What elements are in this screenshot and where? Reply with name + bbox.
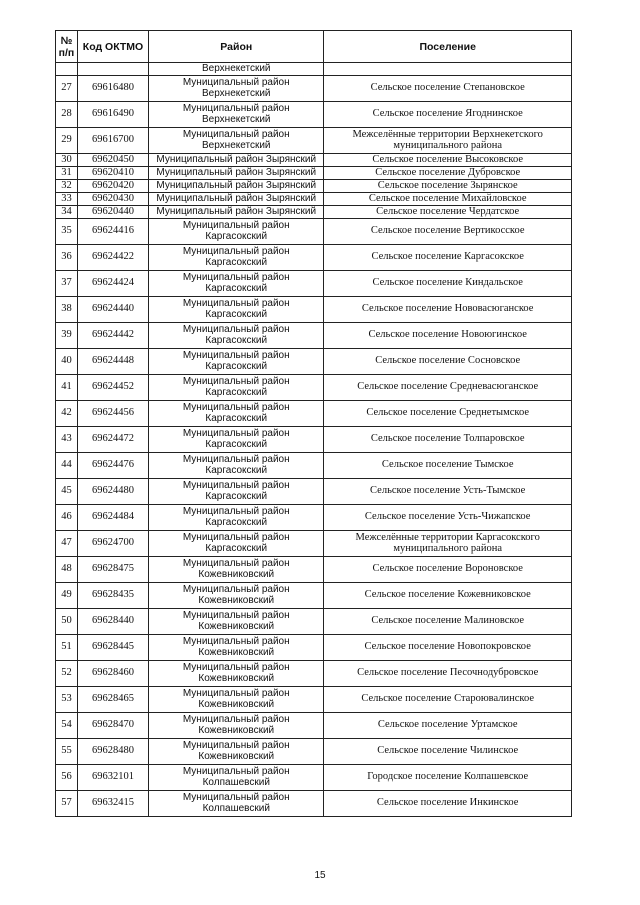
cell-num: 44 <box>56 452 78 478</box>
cell-code: 69628440 <box>77 608 148 634</box>
cell-settlement: Сельское поселение Новопокровское <box>324 634 572 660</box>
table-row <box>56 582 572 608</box>
cell-code: 69628470 <box>77 712 148 738</box>
cell-code: 69616480 <box>77 75 148 101</box>
cell-district: Муниципальный район Колпашевский <box>149 764 324 790</box>
table-row <box>56 296 572 322</box>
table-row <box>56 660 572 686</box>
cell-settlement: Сельское поселение Малиновское <box>324 608 572 634</box>
cell-district: Муниципальный район Кожевниковский <box>149 634 324 660</box>
cell-district: Муниципальный район Каргасокский <box>149 400 324 426</box>
cell-code: 69628445 <box>77 634 148 660</box>
cell-settlement: Сельское поселение Вертикосское <box>324 218 572 244</box>
continuation-row <box>56 63 572 76</box>
header-district: Район <box>149 31 324 63</box>
cell-district: Муниципальный район Верхнекетский <box>149 101 324 127</box>
cell-code: 69620410 <box>77 166 148 179</box>
cell-settlement: Сельское поселение Уртамское <box>324 712 572 738</box>
cell-code: 69624452 <box>77 374 148 400</box>
cell-num: 55 <box>56 738 78 764</box>
table-row <box>56 179 572 192</box>
table-row <box>56 686 572 712</box>
cell-code: 69624440 <box>77 296 148 322</box>
cell-settlement <box>324 63 572 76</box>
cell-num: 27 <box>56 75 78 101</box>
cell-district: Муниципальный район Зырянский <box>149 192 324 205</box>
cell-district: Муниципальный район Каргасокский <box>149 504 324 530</box>
cell-num: 47 <box>56 530 78 556</box>
cell-district: Муниципальный район Каргасокский <box>149 348 324 374</box>
cell-district: Муниципальный район Кожевниковский <box>149 582 324 608</box>
cell-settlement: Межселённые территории Каргасокского муниципального района <box>324 530 572 556</box>
cell-district: Муниципальный район Каргасокский <box>149 270 324 296</box>
cell-code: 69620440 <box>77 205 148 218</box>
table-row <box>56 764 572 790</box>
cell-settlement: Сельское поселение Тымское <box>324 452 572 478</box>
cell-num: 46 <box>56 504 78 530</box>
cell-num: 50 <box>56 608 78 634</box>
header-num: № п/п <box>56 31 78 63</box>
cell-code: 69624442 <box>77 322 148 348</box>
cell-district: Муниципальный район Каргасокский <box>149 426 324 452</box>
table-header-row <box>56 31 572 63</box>
table-row <box>56 322 572 348</box>
cell-settlement: Сельское поселение Вороновское <box>324 556 572 582</box>
cell-settlement: Сельское поселение Нововасюганское <box>324 296 572 322</box>
table-row <box>56 127 572 153</box>
cell-code: 69628465 <box>77 686 148 712</box>
cell-num: 45 <box>56 478 78 504</box>
header-code: Код ОКТМО <box>77 31 148 63</box>
cell-code: 69632415 <box>77 790 148 816</box>
cell-num: 31 <box>56 166 78 179</box>
table-row <box>56 608 572 634</box>
table-row <box>56 244 572 270</box>
cell-district: Муниципальный район Каргасокский <box>149 322 324 348</box>
settlements-table <box>55 30 572 817</box>
cell-num: 33 <box>56 192 78 205</box>
cell-code: 69620430 <box>77 192 148 205</box>
cell-num: 48 <box>56 556 78 582</box>
cell-settlement: Сельское поселение Усть-Тымское <box>324 478 572 504</box>
cell-district: Муниципальный район Каргасокский <box>149 452 324 478</box>
header-settlement: Поселение <box>324 31 572 63</box>
cell-district: Муниципальный район Кожевниковский <box>149 660 324 686</box>
cell-settlement: Сельское поселение Средневасюганское <box>324 374 572 400</box>
cell-code: 69624416 <box>77 218 148 244</box>
cell-settlement: Сельское поселение Среднетымское <box>324 400 572 426</box>
cell-district: Муниципальный район Каргасокский <box>149 244 324 270</box>
table-row <box>56 101 572 127</box>
table-row <box>56 530 572 556</box>
cell-num: 42 <box>56 400 78 426</box>
cell-district: Муниципальный район Каргасокский <box>149 478 324 504</box>
table-body <box>56 63 572 817</box>
cell-settlement: Сельское поселение Киндальское <box>324 270 572 296</box>
cell-num: 32 <box>56 179 78 192</box>
cell-district: Муниципальный район Каргасокский <box>149 530 324 556</box>
table-row <box>56 712 572 738</box>
table-row <box>56 426 572 452</box>
cell-settlement: Сельское поселение Староювалинское <box>324 686 572 712</box>
cell-code: 69628460 <box>77 660 148 686</box>
cell-code: 69628435 <box>77 582 148 608</box>
cell-num: 40 <box>56 348 78 374</box>
cell-num: 28 <box>56 101 78 127</box>
cell-num: 51 <box>56 634 78 660</box>
cell-settlement: Сельское поселение Дубровское <box>324 166 572 179</box>
cell-settlement: Сельское поселение Новоюгинское <box>324 322 572 348</box>
table-row <box>56 270 572 296</box>
cell-settlement: Сельское поселение Каргасокское <box>324 244 572 270</box>
table-row <box>56 153 572 166</box>
table-row <box>56 75 572 101</box>
cell-settlement: Сельское поселение Толпаровское <box>324 426 572 452</box>
cell-settlement: Сельское поселение Высоковское <box>324 153 572 166</box>
cell-district: Муниципальный район Кожевниковский <box>149 686 324 712</box>
cell-settlement: Сельское поселение Кожевниковское <box>324 582 572 608</box>
cell-settlement: Сельское поселение Ягоднинское <box>324 101 572 127</box>
table-row <box>56 634 572 660</box>
table-row <box>56 738 572 764</box>
cell-num: 49 <box>56 582 78 608</box>
cell-num: 53 <box>56 686 78 712</box>
cell-code: 69616490 <box>77 101 148 127</box>
cell-settlement: Сельское поселение Усть-Чижапское <box>324 504 572 530</box>
cell-code: 69632101 <box>77 764 148 790</box>
cell-num: 39 <box>56 322 78 348</box>
cell-settlement: Сельское поселение Чердатское <box>324 205 572 218</box>
cell-district: Муниципальный район Верхнекетский <box>149 75 324 101</box>
cell-settlement: Сельское поселение Инкинское <box>324 790 572 816</box>
cell-district: Муниципальный район Каргасокский <box>149 218 324 244</box>
cell-settlement: Межселённые территории Верхнекетского муниципального района <box>324 127 572 153</box>
table-row <box>56 452 572 478</box>
cell-district-continuation: Верхнекетский <box>149 63 324 76</box>
cell-num: 56 <box>56 764 78 790</box>
page-number: 15 <box>314 870 326 881</box>
table-row <box>56 790 572 816</box>
cell-code: 69624422 <box>77 244 148 270</box>
cell-code: 69628480 <box>77 738 148 764</box>
cell-num: 35 <box>56 218 78 244</box>
table-row <box>56 348 572 374</box>
table-row <box>56 504 572 530</box>
cell-code: 69624480 <box>77 478 148 504</box>
cell-district: Муниципальный район Зырянский <box>149 153 324 166</box>
cell-code <box>77 63 148 76</box>
cell-code: 69624700 <box>77 530 148 556</box>
cell-district: Муниципальный район Колпашевский <box>149 790 324 816</box>
cell-code: 69624472 <box>77 426 148 452</box>
table-row <box>56 556 572 582</box>
table-row <box>56 166 572 179</box>
cell-district: Муниципальный район Каргасокский <box>149 296 324 322</box>
cell-settlement: Сельское поселение Чилинское <box>324 738 572 764</box>
cell-district: Муниципальный район Зырянский <box>149 179 324 192</box>
cell-num: 38 <box>56 296 78 322</box>
cell-num <box>56 63 78 76</box>
cell-settlement: Сельское поселение Сосновское <box>324 348 572 374</box>
cell-code: 69620450 <box>77 153 148 166</box>
cell-code: 69624476 <box>77 452 148 478</box>
cell-code: 69624448 <box>77 348 148 374</box>
cell-district: Муниципальный район Кожевниковский <box>149 712 324 738</box>
cell-num: 57 <box>56 790 78 816</box>
cell-code: 69624424 <box>77 270 148 296</box>
cell-num: 29 <box>56 127 78 153</box>
cell-code: 69620420 <box>77 179 148 192</box>
cell-num: 34 <box>56 205 78 218</box>
cell-num: 52 <box>56 660 78 686</box>
cell-district: Муниципальный район Каргасокский <box>149 374 324 400</box>
cell-district: Муниципальный район Зырянский <box>149 205 324 218</box>
table-row <box>56 192 572 205</box>
cell-settlement: Сельское поселение Михайловское <box>324 192 572 205</box>
cell-num: 30 <box>56 153 78 166</box>
cell-district: Муниципальный район Кожевниковский <box>149 556 324 582</box>
cell-code: 69616700 <box>77 127 148 153</box>
cell-code: 69624484 <box>77 504 148 530</box>
cell-num: 41 <box>56 374 78 400</box>
cell-district: Муниципальный район Зырянский <box>149 166 324 179</box>
table-row <box>56 374 572 400</box>
table-row <box>56 205 572 218</box>
cell-num: 36 <box>56 244 78 270</box>
table-row <box>56 218 572 244</box>
cell-num: 54 <box>56 712 78 738</box>
cell-num: 37 <box>56 270 78 296</box>
cell-settlement: Сельское поселение Степановское <box>324 75 572 101</box>
table-row <box>56 400 572 426</box>
cell-num: 43 <box>56 426 78 452</box>
cell-district: Муниципальный район Кожевниковский <box>149 738 324 764</box>
cell-settlement: Городское поселение Колпашевское <box>324 764 572 790</box>
table-row <box>56 478 572 504</box>
cell-district: Муниципальный район Верхнекетский <box>149 127 324 153</box>
cell-code: 69624456 <box>77 400 148 426</box>
cell-district: Муниципальный район Кожевниковский <box>149 608 324 634</box>
cell-settlement: Сельское поселение Песочнодубровское <box>324 660 572 686</box>
cell-settlement: Сельское поселение Зырянское <box>324 179 572 192</box>
cell-code: 69628475 <box>77 556 148 582</box>
